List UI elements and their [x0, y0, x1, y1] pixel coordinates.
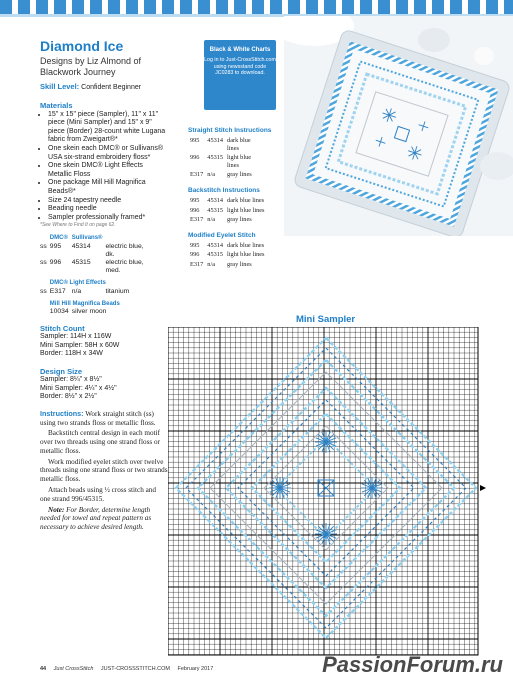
- table-cell: n/a: [207, 260, 215, 268]
- eyelet-table: [188, 240, 268, 271]
- issue-date: February 2017: [177, 666, 214, 672]
- list-item: • One package Mill Hill Magnifica Beads®*: [48, 179, 168, 196]
- beads-head: Mill Hill Magnifica Beads: [49, 300, 120, 307]
- stitch-count-line: Sampler: 114H x 116W: [40, 333, 112, 341]
- table-cell: 995: [190, 137, 200, 144]
- instructions-note: [40, 506, 168, 532]
- table-cell: 45314: [207, 241, 224, 249]
- table-cell: ss: [40, 242, 47, 250]
- table-cell: 45315: [207, 154, 224, 162]
- table-row: [40, 288, 156, 296]
- site-name: JUST-CROSSSTITCH.COM: [100, 666, 170, 672]
- byline: Designs by Liz Almond of Blackwork Journey: [40, 56, 142, 77]
- table-row: [190, 137, 265, 152]
- table-row: [190, 251, 266, 259]
- skill-value: Confident Beginner: [81, 84, 142, 91]
- table-cell: ss: [40, 287, 47, 295]
- table-cell: 995: [49, 242, 62, 250]
- table-cell: light blue lines: [227, 206, 265, 214]
- where-to-find-note: *See Where to Find It on page 62.: [40, 222, 116, 229]
- note-label: Note:: [48, 505, 65, 514]
- table-row: [190, 197, 266, 205]
- note-text: For Border, determine length needed for towel and repeat pattern as necessary to achieve desired length.: [40, 505, 152, 532]
- table-row: [40, 259, 156, 275]
- table-cell: n/a: [207, 171, 215, 179]
- list-item: • Size 24 tapestry needle: [48, 197, 168, 206]
- table-row: [40, 243, 156, 259]
- table-cell: electric blue, dk.: [105, 242, 144, 258]
- design-size-line: Border: 8½" x 2½": [40, 393, 97, 401]
- page-title: Diamond Ice: [40, 38, 124, 54]
- instructions: [40, 410, 168, 532]
- table-cell: 996: [190, 154, 200, 162]
- bw-charts-title: Black & White Charts: [209, 47, 271, 53]
- straight-stitch-heading: Straight Stitch Instructions: [188, 127, 272, 134]
- table-cell: light blue lines: [227, 154, 252, 169]
- coaster-illustration: [284, 16, 513, 236]
- table-cell: gray lines: [227, 216, 252, 224]
- table-cell: 45315: [207, 206, 224, 214]
- straight-stitch-table: [188, 135, 267, 181]
- instructions-p2: Backstitch central design in each motif over two threads using one strand floss or metallic floss.: [40, 429, 160, 455]
- instructions-p3: Work modified eyelet stitch over twelve threads using one strand floss or two strands metallic floss.: [40, 457, 168, 484]
- table-cell: 995: [190, 196, 200, 204]
- skill-label: Skill Level:: [40, 82, 80, 91]
- magazine-name: Just CrossStitch: [53, 666, 94, 672]
- table-cell: n/a: [71, 287, 82, 295]
- table-cell: gray lines: [227, 260, 252, 268]
- table-cell: n/a: [207, 216, 215, 224]
- table-cell: E317: [49, 287, 66, 295]
- table-row: [190, 261, 266, 269]
- design-size-line: Mini Sampler: 4¼" x 4½": [40, 384, 117, 392]
- table-row: [190, 207, 266, 215]
- table-cell: dark blue lines: [227, 196, 265, 204]
- product-photo: [284, 16, 513, 236]
- light-effects-head: DMC® Light Effects: [49, 280, 106, 287]
- instructions-label: Instructions:: [40, 408, 84, 418]
- table-cell: E317: [190, 171, 204, 179]
- list-item: • One skein each DMC® or Sullivans® USA six-strand embroidery floss*: [48, 145, 168, 162]
- page-number: 44: [40, 666, 47, 672]
- table-cell: E317: [190, 216, 204, 224]
- list-item: • 15" x 15" piece (Sampler), 11" x 11" piece (Mini Sampler) and 15" x 9" piece (Border) 28-count white Lugana fabric from Zweigart®*: [48, 111, 168, 145]
- design-size-heading: Design Size: [40, 366, 83, 376]
- table-cell: silver moon: [71, 307, 107, 315]
- table-cell: titanium: [105, 287, 130, 295]
- bw-charts-body: Log in to Just-CrossStitch.com using newsstand code JC0283 to download.: [204, 57, 276, 76]
- page-footer: [40, 666, 219, 672]
- table-cell: gray lines: [227, 171, 252, 179]
- design-size-line: Sampler: 8¼" x 8½": [40, 375, 102, 383]
- watermark: PassionForum.ru: [322, 652, 503, 677]
- backstitch-heading: Backstitch Instructions: [188, 186, 260, 194]
- table-cell: 45315: [71, 258, 91, 266]
- table-cell: electric blue, med.: [105, 258, 144, 275]
- table-cell: light blue lines: [227, 251, 265, 259]
- instructions-text: Work straight stitch (ss) using two strands floss or metallic floss.: [40, 409, 156, 427]
- table-cell: 45314: [71, 242, 91, 250]
- stitch-instructions: [188, 127, 298, 271]
- table-cell: dark blue lines: [227, 241, 265, 249]
- table-cell: 996: [190, 206, 200, 214]
- mini-sampler-title: Mini Sampler: [296, 314, 356, 325]
- table-cell: 996: [49, 258, 62, 266]
- list-item: • Beading needle: [48, 205, 168, 214]
- stitch-count-line: Border: 118H x 34W: [40, 350, 103, 358]
- backstitch-table: [188, 195, 268, 226]
- center-arrow-icon: [480, 485, 486, 491]
- stitch-count-line: Mini Sampler: 58H x 60W: [40, 341, 120, 349]
- instructions-p1: [40, 410, 168, 428]
- thread-head-sullivans: Sullivans®: [71, 235, 103, 242]
- mini-sampler-chart: [168, 327, 486, 657]
- table-cell: 45314: [207, 137, 224, 144]
- table-cell: dark blue lines: [227, 137, 251, 152]
- table-cell: 10034: [49, 307, 69, 315]
- left-column: [40, 38, 168, 534]
- list-item: • Sampler professionally framed*: [48, 214, 168, 223]
- table-cell: 996: [190, 251, 200, 259]
- table-cell: 45314: [207, 196, 224, 204]
- table-row: [190, 171, 265, 179]
- header-stripe: [0, 0, 513, 14]
- table-row: [190, 216, 266, 224]
- thread-head-dmc: DMC®: [49, 235, 68, 242]
- table-cell: 45315: [207, 251, 224, 259]
- skill-level: [40, 83, 168, 93]
- bw-charts-box: [204, 40, 276, 110]
- thread-table: [40, 234, 156, 316]
- table-row: [190, 154, 265, 169]
- materials-heading: Materials: [40, 100, 73, 110]
- table-cell: ss: [40, 258, 47, 266]
- materials-list: [40, 111, 168, 223]
- eyelet-heading: Modified Eyelet Stitch: [188, 231, 256, 239]
- instructions-p4: Attach beads using ½ cross stitch and one strand 996/45315.: [40, 486, 156, 503]
- table-row: [190, 242, 266, 250]
- table-row: [40, 308, 156, 316]
- table-cell: 995: [190, 241, 200, 249]
- list-item: • One skein DMC® Light Effects Metallic Floss: [48, 162, 168, 179]
- table-cell: E317: [190, 260, 204, 268]
- stitch-count-heading: Stitch Count: [40, 324, 85, 334]
